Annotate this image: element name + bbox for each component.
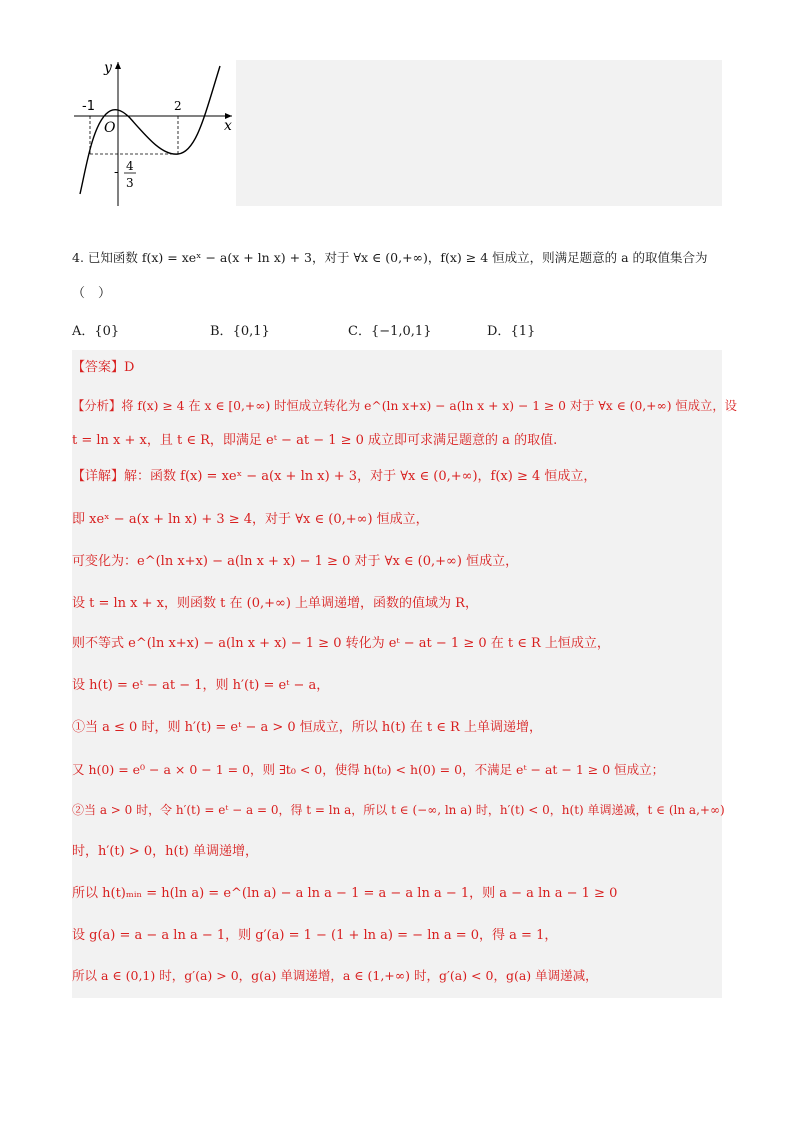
detail-line-12: 设 g(a) = a − a ln a − 1，则 g′(a) = 1 − (1 + ln a) = − ln a = 0，得 a = 1， xyxy=(72,928,558,943)
detail-line-9: ②当 a > 0 时，令 h′(t) = eᵗ − a = 0，得 t = ln a，所以 t ∈ (−∞, ln a) 时，h′(t) < 0，h(t) 单调递减，t ∈ (ln a,+∞) xyxy=(72,803,725,817)
y-arrow-icon xyxy=(115,62,121,69)
min-label-den: 3 xyxy=(126,176,134,190)
question-paren: （ ） xyxy=(72,286,112,301)
option-d xyxy=(487,322,535,342)
detail-line-8: 又 h(0) = e⁰ − a × 0 − 1 = 0，则 ∃t₀ < 0，使得 h(t₀) < h(0) = 0，不满足 eᵗ − at − 1 ≥ 0 恒成立； xyxy=(72,762,665,777)
analysis-line-2: t = ln x + x，且 t ∈ R，即满足 eᵗ − at − 1 ≥ 0 成立即可求满足题意的 a 的取值. xyxy=(72,433,558,448)
detail-line-3: 可变化为：e^(ln x+x) − a(ln x + x) − 1 ≥ 0 对于 ∀x ∈ (0,+∞) 恒成立， xyxy=(72,554,519,569)
detail-line-5: 则不等式 e^(ln x+x) − a(ln x + x) − 1 ≥ 0 转化为 eᵗ − at − 1 ≥ 0 在 t ∈ R 上恒成立， xyxy=(72,636,610,651)
detail-line-11: 所以 h(t)ₘᵢₙ = h(ln a) = e^(ln a) − a ln a − 1 = a − a ln a − 1，则 a − a ln a − 1 ≥ 0 xyxy=(72,886,618,901)
option-d-letter: D． xyxy=(487,324,511,339)
min-label-num: 4 xyxy=(126,159,134,173)
option-a-text: {0} xyxy=(94,324,120,339)
graph-svg xyxy=(72,58,236,208)
answer-line: 【答案】D xyxy=(72,360,135,375)
option-b-text: {0,1} xyxy=(232,324,270,339)
analysis-line-1: 【分析】将 f(x) ≥ 4 在 x ∈ [0,+∞) 时恒成立转化为 e^(ln x+x) − a(ln x + x) − 1 ≥ 0 对于 ∀x ∈ (0,+∞) 恒成立，设 xyxy=(72,399,737,413)
option-a xyxy=(72,322,119,342)
tick-neg1-label: -1 xyxy=(82,99,95,114)
option-c-text: {−1,0,1} xyxy=(370,324,432,339)
detail-line-6: 设 h(t) = eᵗ − at − 1，则 h′(t) = eᵗ − a， xyxy=(72,678,330,693)
cubic-curve xyxy=(80,66,220,194)
x-axis-label: x xyxy=(224,118,232,134)
option-b xyxy=(210,322,270,342)
tick-2-label: 2 xyxy=(174,99,182,113)
option-c-letter: C． xyxy=(348,324,371,339)
detail-line-10: 时，h′(t) > 0，h(t) 单调递增， xyxy=(72,844,258,859)
detail-line-7: ①当 a ≤ 0 时，则 h′(t) = eᵗ − a > 0 恒成立，所以 h(t) 在 t ∈ R 上单调递增， xyxy=(72,720,542,735)
function-graph xyxy=(72,58,236,208)
min-label-sign: - xyxy=(114,165,119,179)
y-axis-label: y xyxy=(104,60,112,76)
option-d-text: {1} xyxy=(510,324,536,339)
question-stem: 4. 已知函数 f(x) = xeˣ − a(x + ln x) + 3，对于 ∀x ∈ (0,+∞)，f(x) ≥ 4 恒成立，则满足题意的 a 的取值集合为 xyxy=(72,250,708,265)
option-a-letter: A． xyxy=(72,324,95,339)
origin-label: O xyxy=(104,120,116,136)
option-c xyxy=(348,322,431,342)
option-b-letter: B． xyxy=(210,324,233,339)
detail-line-2: 即 xeˣ − a(x + ln x) + 3 ≥ 4，对于 ∀x ∈ (0,+∞) 恒成立， xyxy=(72,512,429,527)
detail-line-4: 设 t = ln x + x，则函数 t 在 (0,+∞) 上单调递增，函数的值域为 R， xyxy=(72,596,478,611)
detail-line-1: 【详解】解：函数 f(x) = xeˣ − a(x + ln x) + 3，对于 ∀x ∈ (0,+∞)，f(x) ≥ 4 恒成立， xyxy=(72,469,597,484)
detail-line-13: 所以 a ∈ (0,1) 时，g′(a) > 0，g(a) 单调递增，a ∈ (1,+∞) 时，g′(a) < 0，g(a) 单调递减， xyxy=(72,968,598,983)
